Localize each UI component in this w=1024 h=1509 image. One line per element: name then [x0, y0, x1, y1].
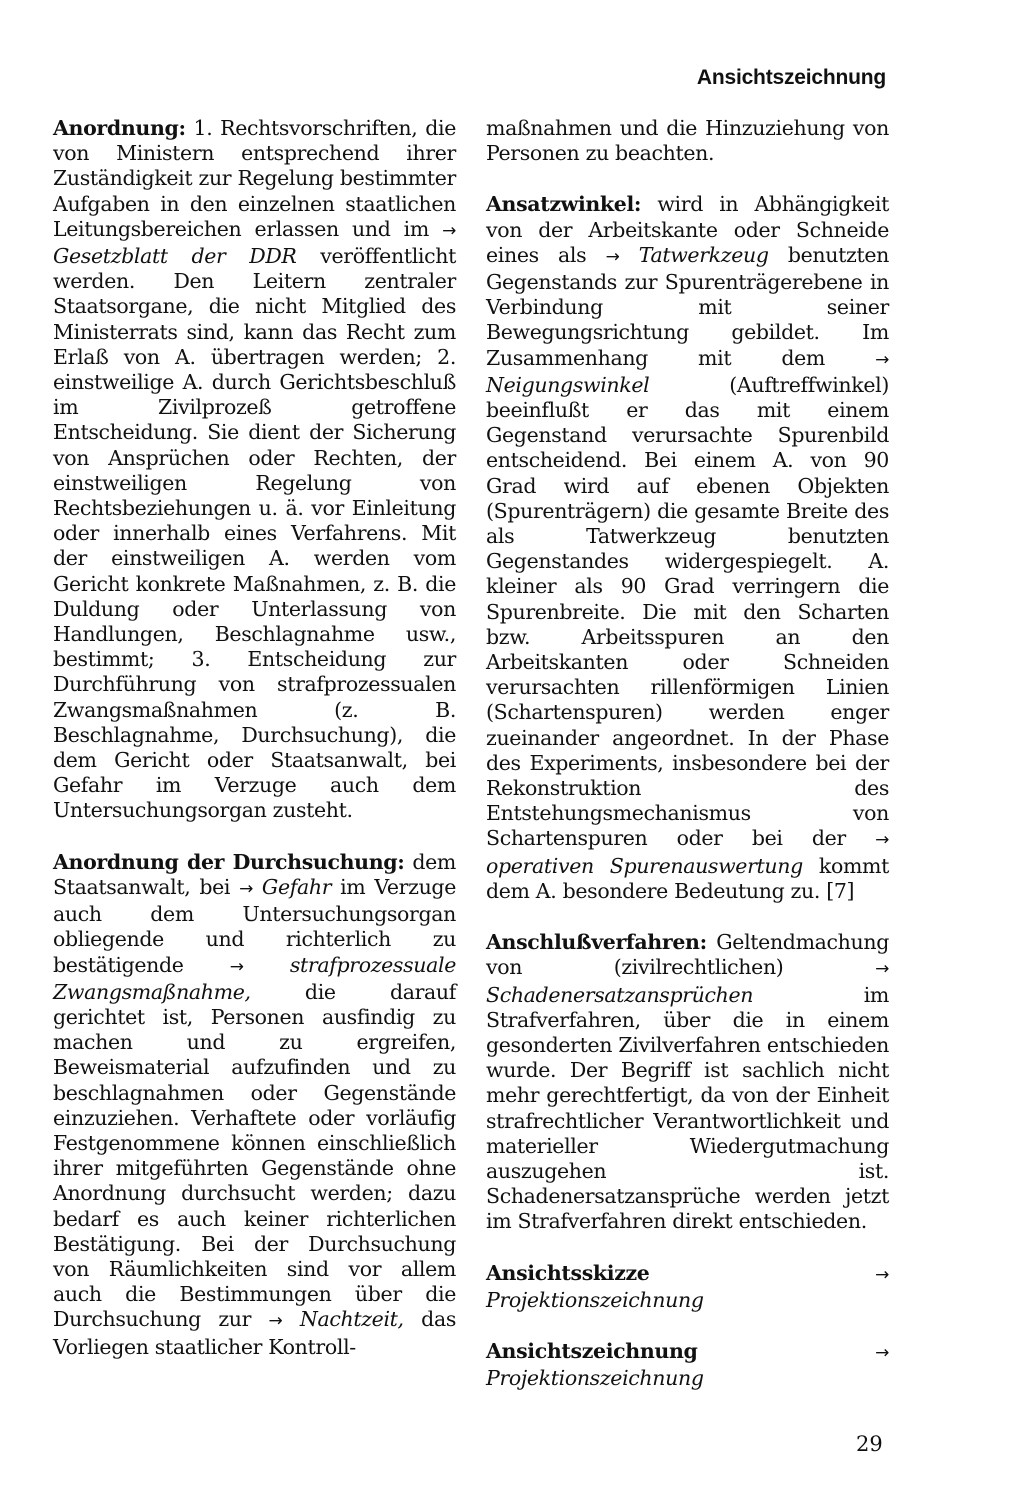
cross-reference[interactable]: operativen Spurenauswertung [486, 853, 803, 878]
entry-term: Anordnung: [53, 116, 186, 140]
entry-term: Ansichtszeichnung [486, 1338, 698, 1363]
cross-reference[interactable]: Gesetzblatt der DDR [53, 244, 297, 269]
arrow-icon: → [875, 830, 889, 851]
entry-text: kommt dem A. besondere Bedeutung zu. [7] [486, 853, 890, 903]
cross-reference[interactable]: Projektionszeichnung [486, 1366, 704, 1391]
entry-text: Geltendmachung von (zivilrechtlichen) [486, 930, 889, 980]
running-head: Ansichtszeichnung [696, 66, 886, 89]
entry-continuation: maßnahmen und die Hinzuziehung von Personen zu beachten. [486, 116, 889, 166]
arrow-icon: → [649, 1264, 889, 1285]
arrow-icon: → [239, 878, 253, 899]
arrow-icon: → [442, 220, 456, 241]
cross-reference[interactable]: Tatwerkzeug [619, 242, 769, 267]
entry-text: dem Staatsanwalt, bei [53, 849, 456, 899]
cross-reference[interactable]: Gefahr [252, 874, 332, 899]
cross-reference[interactable]: Schadenersatzansprüchen [486, 982, 754, 1007]
entry-anschlussverfahren [486, 930, 889, 1234]
left-column [53, 116, 456, 1386]
entry-text: wird in Abhängigkeit von der Arbeitskante oder Schneide eines als [486, 192, 889, 267]
entry-term: Anschlußverfahren: [486, 930, 707, 955]
entry-term: Anordnung der Durchsuchung: [53, 849, 405, 874]
entry-text: im Verzuge auch dem Untersuchungsorgan obliegende und richterlich zu bestätigende [53, 874, 456, 977]
arrow-icon: → [697, 1342, 889, 1363]
page-number: 29 [856, 1432, 883, 1456]
cross-reference[interactable]: Neigungswinkel [486, 372, 650, 397]
entry-term: Ansichtsskizze [486, 1260, 650, 1285]
entry-text: das Vorliegen staatlicher Kontroll- [53, 1307, 456, 1359]
entry-text: im Strafverfahren, über die in einem gesonderten Zivilverfahren entschieden wurde. Der Begriff ist sachlich nicht mehr gerechtfertigt, da von der Einheit strafrechtlicher Verantwortlichkeit und materieller Wiedergutmachung auszugehen ist. Schadenersatzansprüche werden jetzt im Strafverfahren direkt entschieden. [486, 982, 889, 1234]
entry-ansatzwinkel [486, 192, 889, 904]
right-column [486, 116, 889, 1417]
arrow-icon: → [268, 1311, 283, 1332]
arrow-icon: → [605, 246, 620, 267]
entry-text: die darauf gerichtet ist, Personen ausfindig zu machen und zu ergreifen, Beweismaterial aufzufinden und zu beschlagnahmen oder Gegenstände einzuziehen. Verhaftete oder vorläufig Festgenommene können einschließlich ihrer mitgeführten Gegenstände ohne Anordnung durchsucht werden; dazu bedarf es auch keiner richterlichen Bestätigung. Bei der Durchsuchung von Räumlichkeiten sind vor allem auch die Bestimmungen über die Durchsuchung zur [53, 979, 456, 1332]
entry-text: veröffentlicht werden. Den Leitern zentraler Staatsorgane, die nicht Mitglied des Ministerrats sind, kann das Recht zum Erlaß von A. übertragen werden; 2. einstweilige A. durch Gerichtsbeschluß im Zivilprozeß getroffene Entscheidung. Sie dient der Sicherung von Ansprüchen oder Rechten, der einstweiligen Regelung von Rechtsbeziehungen u. ä. vor Einleitung oder innerhalb eines Verfahrens. Mit der einstweiligen A. werden vom Gericht konkrete Maßnahmen, z. B. die Duldung oder Unterlassung von Handlungen, Beschlagnahme usw., bestimmt; 3. Entscheidung zur Durchführung von strafprozessualen Zwangsmaßnahmen (z. B. Beschlagnahme, Durchsuchung), die dem Gericht oder Staatsanwalt, bei Gefahr im Verzuge auch dem Untersuchungsorgan zusteht. [53, 244, 456, 823]
arrow-icon: → [875, 959, 889, 980]
entry-text: 1. Rechtsvorschriften, die von Ministern entsprechend ihrer Zuständigkeit zur Regelung bestimmter Aufgaben in den einzelnen staatlichen Leitungsbereichen erlassen und im [53, 116, 456, 241]
arrow-icon: → [875, 349, 889, 370]
entry-ansichtszeichnung [486, 1339, 889, 1391]
entry-anordnung [53, 116, 456, 824]
entry-anordnung-der-durchsuchung [53, 850, 456, 1360]
entry-text: benutzten Gegenstands zur Spurenträgerebene in Verbindung mit seiner Bewegungsrichtung gebildet. Im Zusammenhang mit dem [486, 242, 889, 370]
entry-text: (Auftreffwinkel) beeinflußt er das mit einem Gegenstand verursachte Spurenbild entscheidend. Bei einem A. von 90 Grad wird auf ebenen Objekten (Spurenträgern) die gesamte Breite des als Tatwerkzeug benutzten Gegenstandes widergespiegelt. A. kleiner als 90 Grad verringern die Spurenbreite. Die mit den Scharten bzw. Arbeitsspuren an den Arbeitskanten oder Schneiden verursachten rillenförmigen Linien (Schartenspuren) werden enger zueinander angeordnet. In der Phase des Experiments, insbesondere bei der Rekonstruktion des Entstehungsmechanismus von Schartenspuren oder bei der [486, 372, 889, 851]
entry-ansichtsskizze [486, 1261, 889, 1313]
arrow-icon: → [229, 956, 244, 977]
cross-reference[interactable]: Projektionszeichnung [486, 1287, 704, 1312]
cross-reference[interactable]: strafprozessuale Zwangsmaßnahme, [53, 952, 456, 1004]
cross-reference[interactable]: Nachtzeit, [282, 1307, 404, 1332]
entry-term: Ansatzwinkel: [486, 192, 642, 217]
